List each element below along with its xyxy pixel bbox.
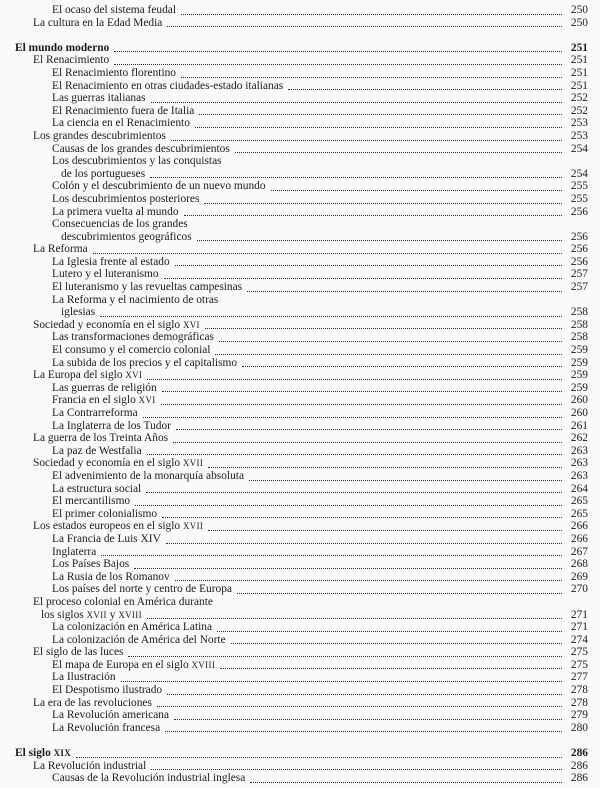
toc-entry [0,331,588,344]
toc-entry-label: Consecuencias de los grandes [52,218,188,231]
smallcaps-numeral: XVIII [191,659,216,670]
page-number: 256 [570,230,588,243]
toc-entry-label: Sociedad y economía en el siglo XVI [33,318,200,331]
toc-entry-label: descubrimientos geográficos [61,230,192,243]
toc-entry-wrap-line [0,218,588,231]
toc-entry [0,80,588,93]
toc-entry-label: La cultura en la Edad Media [33,16,163,29]
page-number: 266 [570,520,588,533]
leader-dots [146,483,562,496]
page-number: 275 [570,658,588,671]
page-number: 275 [570,646,588,659]
toc-entry-label: Causas de los grandes descubrimientos [52,142,230,155]
toc-entry [0,168,588,181]
toc-entry-label: Los descubrimientos y las conquistas [52,155,222,168]
page-number: 265 [570,495,588,508]
page-number: 269 [570,570,588,583]
leader-dots [215,344,562,357]
leader-dots [162,382,562,395]
leader-dots [173,432,562,445]
leader-dots [147,369,562,382]
leader-dots [157,697,562,710]
toc-entry [0,407,588,420]
toc-entry-label: Inglaterra [52,545,97,558]
leader-dots [114,54,562,67]
toc-entry [0,42,588,55]
toc-entry-label: La Revolución industrial [33,759,147,772]
toc-entry [0,558,588,571]
toc-entry-label: Sociedad y economía en el siglo XVII [33,457,204,470]
leader-dots [134,558,562,571]
page-number: 268 [570,558,588,571]
toc-entry [0,457,588,470]
page-number: 251 [570,54,588,67]
smallcaps-numeral: XVII [86,609,107,620]
leader-dots [147,445,562,458]
leader-dots [162,508,562,521]
toc-entry [0,357,588,370]
leader-dots [151,760,562,773]
leader-dots [235,143,562,156]
leader-dots [128,646,562,659]
smallcaps-numeral: XVI [182,319,200,330]
toc-entry-label: Las guerras de religión [52,381,157,394]
toc-entry [0,760,588,773]
leader-dots [220,659,562,672]
toc-entry [0,571,588,584]
leader-dots [237,583,562,596]
toc-entry-label: La colonización en América Latina [52,621,213,634]
toc-entry-label: Las guerras italianas [52,92,146,105]
toc-entry-label: Los Países Bajos [52,558,130,571]
page-number: 251 [570,79,588,92]
leader-dots [217,621,562,634]
leader-dots [135,495,562,508]
toc-entry [0,659,588,672]
leader-dots [184,206,562,219]
page-number: 256 [570,205,588,218]
toc-entry [0,546,588,559]
toc-entry-label: El siglo XIX [15,747,72,760]
page-number: 251 [570,66,588,79]
leader-dots [100,306,562,319]
toc-entry [0,193,588,206]
toc-entry-label: El Renacimiento en otras ciudades-estado italianas [52,79,284,92]
leader-dots [151,92,562,105]
page-number: 259 [570,344,588,357]
toc-entry-label: La subida de los precios y el capitalismo [52,356,238,369]
toc-entry-label: La Contrarreforma [52,407,138,419]
leader-dots [176,420,562,433]
leader-dots [114,42,562,55]
toc-entry [0,117,588,130]
toc-entry [0,432,588,445]
page-number: 266 [570,532,588,545]
toc-entry [0,319,588,332]
page-number: 277 [570,671,588,684]
leader-dots [242,357,562,370]
leader-dots [164,268,562,281]
toc-entry-label: Causas de la Revolución industrial inglesa [52,772,246,785]
page-number: 258 [570,306,588,319]
toc-entry [0,17,588,30]
leader-dots [181,4,562,17]
page-number: 264 [570,482,588,495]
page-number: 255 [570,180,588,193]
page-number: 286 [570,772,588,785]
toc-entry-label: Las transformaciones demográficas [52,331,214,344]
leader-dots [175,571,562,584]
page-number: 260 [570,407,588,419]
toc-entry-label: La Revolución francesa [52,721,161,734]
smallcaps-numeral: XVI [125,370,143,381]
leader-dots [199,105,562,118]
toc-entry [0,130,588,143]
toc-entry [0,394,588,407]
toc-entry [0,483,588,496]
page-number: 252 [570,104,588,117]
page-number: 261 [570,419,588,432]
page-number: 274 [570,633,588,646]
page-number: 271 [570,621,588,634]
toc-entry-label: Los países del norte y centro de Europa [52,583,232,596]
toc-entry [0,520,588,533]
page-number: 259 [570,381,588,394]
toc-entry [0,583,588,596]
toc-entry [0,256,588,269]
toc-entry-label: Francia en el siglo XVI [52,394,156,407]
page-number: 257 [570,281,588,294]
toc-entry [0,609,588,622]
toc-entry-label: El Renacimiento florentino [52,66,176,79]
leader-dots [171,130,562,143]
toc-entry [0,306,588,319]
page-number: 258 [570,318,588,331]
toc-entry [0,495,588,508]
page-number: 254 [570,167,588,180]
toc-entry [0,684,588,697]
toc-entry-label: El ocaso del sistema feudal [52,4,176,16]
leader-dots [247,281,562,294]
smallcaps-numeral: XVII [182,521,204,532]
toc-entry-label: La primera vuelta al mundo [52,205,179,218]
toc-entry [0,268,588,281]
leader-dots [147,609,562,622]
toc-entry-label: Los descubrimientos posteriores [52,192,200,205]
toc-entry-label: El advenimiento de la monarquía absoluta [52,469,245,482]
toc-entry-label: El Renacimiento [33,54,110,67]
toc-entry [0,697,588,710]
toc-entry-label: La Inglaterra de los Tudor [52,419,171,432]
toc-entry [0,206,588,219]
toc-entry-label: los siglos XVII y XVIII [41,608,142,621]
toc-entry-label: La Francia de Luis XIV [52,532,161,545]
toc-entry [0,67,588,80]
leader-dots [250,772,562,785]
toc-entry [0,533,588,546]
page-number: 263 [570,457,588,470]
toc-entry-label: La Reforma [33,243,88,256]
toc-entry-label: La Rusia de los Romanov [52,570,170,583]
leader-dots [208,457,562,470]
leader-dots [121,671,562,684]
section-gap [0,29,588,42]
toc-entry-label: La Reforma y el nacimiento de otras [52,293,219,306]
leader-dots [161,394,562,407]
toc-entry-label: El luteranismo y las revueltas campesinas [52,281,243,294]
page-number: 258 [570,331,588,344]
toc-entry [0,105,588,118]
leader-dots [205,319,562,332]
toc-entry-label: El mapa de Europa en el siglo XVIII [52,658,216,671]
toc-entry [0,445,588,458]
toc-entry-label: La era de las revoluciones [33,696,152,709]
page-number: 263 [570,469,588,482]
toc-entry [0,243,588,256]
toc-entry-label: El mercantilismo [52,495,131,508]
toc-entry [0,646,588,659]
toc-entry-label: El Despotismo ilustrado [52,684,163,697]
section-gap [0,734,588,747]
toc-entry [0,508,588,521]
page-number: 256 [570,243,588,256]
leader-dots [93,243,562,256]
leader-dots [166,533,562,546]
toc-entry-label: Colón y el descubrimiento de un nuevo mundo [52,180,266,193]
toc-entry [0,180,588,193]
toc-entry-label: La colonización de América del Norte [52,633,226,646]
toc-entry-label: El siglo de las luces [33,646,124,659]
toc-entry-label: El consumo y el comercio colonial [52,344,211,357]
toc-entry [0,4,588,17]
toc-entry [0,772,588,785]
leader-dots [271,180,562,193]
toc-entry-label: La guerra de los Treinta Años [33,432,169,445]
page-number: 259 [570,356,588,369]
toc-entry-label: de los portugueses [61,167,146,180]
page-number: 278 [570,684,588,697]
toc-entry [0,231,588,244]
page-number: 262 [570,432,588,445]
toc-entry-wrap-line [0,294,588,307]
leader-dots [249,470,562,483]
toc-entry [0,382,588,395]
page-number: 270 [570,583,588,596]
toc-entry [0,420,588,433]
smallcaps-numeral: XVI [138,395,156,406]
page-number: 280 [570,721,588,734]
toc-entry-label: La Revolución americana [52,709,170,722]
smallcaps-numeral: XIX [53,748,72,759]
leader-dots [76,747,562,760]
smallcaps-numeral: XVIII [118,609,142,620]
toc-entry-label: iglesias [61,306,96,319]
toc-entry-label: Lutero y el luteranismo [52,268,159,281]
toc-entry [0,369,588,382]
toc-entry [0,634,588,647]
toc-entry [0,709,588,722]
toc-entry [0,92,588,105]
page-number: 259 [570,369,588,382]
leader-dots [175,256,562,269]
page-number: 271 [570,608,588,621]
page-number: 254 [570,142,588,155]
leader-dots [197,231,562,244]
toc-entry-label: La paz de Westfalia [52,444,142,457]
toc-entry [0,747,588,760]
page-number: 279 [570,709,588,722]
toc-entry-label: La Ilustración [52,671,116,684]
page-number: 250 [570,16,588,29]
toc-entry [0,470,588,483]
toc-entry [0,281,588,294]
page-number: 250 [570,4,588,16]
toc-entry-label: Los grandes descubrimientos [33,129,166,142]
leader-dots [167,17,562,30]
toc-entry-wrap-line [0,596,588,609]
toc-entry [0,344,588,357]
page-number: 252 [570,92,588,105]
page-number: 253 [570,129,588,142]
leader-dots [101,546,562,559]
page-number: 267 [570,545,588,558]
leader-dots [181,67,562,80]
page-number: 265 [570,507,588,520]
toc-entry-wrap-line [0,155,588,168]
leader-dots [219,331,562,344]
toc-entry [0,54,588,67]
page-number: 263 [570,444,588,457]
toc-entry-label: El primer colonialismo [52,507,158,520]
toc-entry-label: El mundo moderno [15,41,110,54]
page-number: 255 [570,192,588,205]
leader-dots [288,80,562,93]
leader-dots [167,684,562,697]
page-number: 253 [570,117,588,130]
page-number: 251 [570,41,588,54]
toc-entry-label: La Iglesia frente al estado [52,255,170,268]
smallcaps-numeral: XVII [182,458,204,469]
page-number: 286 [570,759,588,772]
leader-dots [208,520,562,533]
page-number: 260 [570,394,588,407]
toc-entry-label: La ciencia en el Renacimiento [52,117,190,130]
page-number: 256 [570,255,588,268]
page-number: 278 [570,696,588,709]
toc-entry [0,671,588,684]
page-number: 286 [570,747,588,760]
leader-dots [204,193,562,206]
toc-entry-label: La estructura social [52,482,142,495]
toc-entry-label: El proceso colonial en América durante [33,595,213,608]
toc-entry [0,621,588,634]
toc-entry-label: Los estados europeos en el siglo XVII [33,520,204,533]
toc-entry-label: El Renacimiento fuera de Italia [52,104,195,117]
leader-dots [143,407,562,420]
leader-dots [165,722,562,735]
leader-dots [195,117,562,130]
toc-entry [0,722,588,735]
leader-dots [150,168,562,181]
toc-entry [0,143,588,156]
leader-dots [174,709,562,722]
page-number: 257 [570,268,588,281]
toc-entry-label: La Europa del siglo XVI [33,369,143,382]
leader-dots [231,634,562,647]
